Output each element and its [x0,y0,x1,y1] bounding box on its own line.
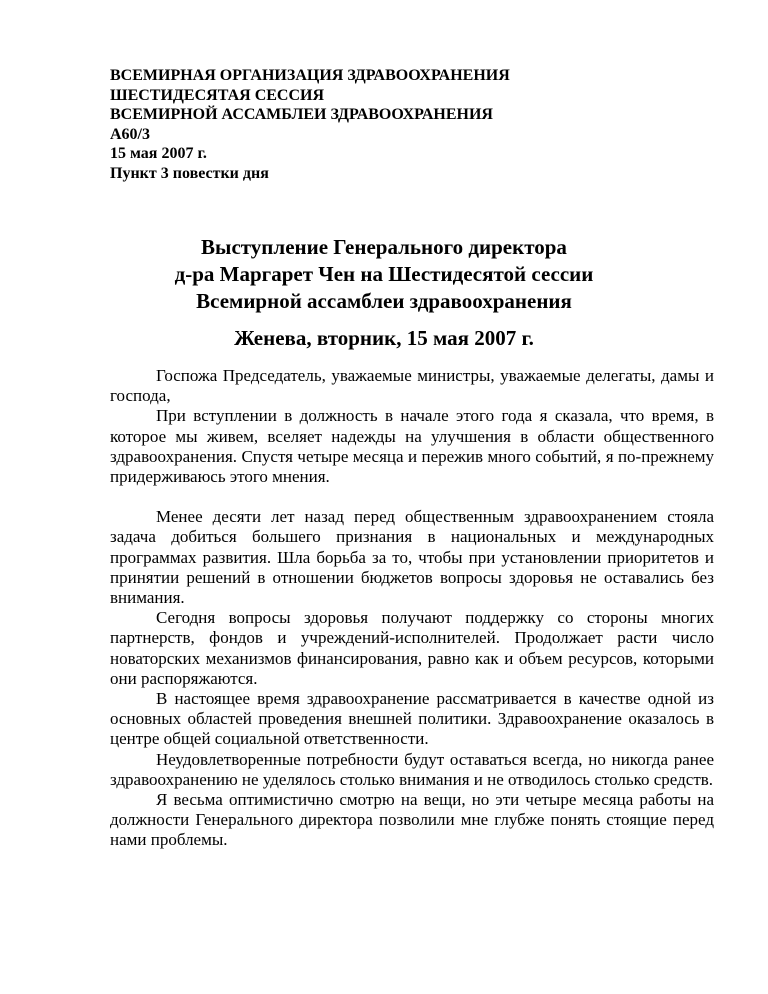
org-name: ВСЕМИРНАЯ ОРГАНИЗАЦИЯ ЗДРАВООХРАНЕНИЯ [110,67,510,84]
agenda-item: Пункт 3 повестки дня [110,164,269,182]
paragraph: В настоящее время здравоохранение рассматривается в качестве одной из основных областей проведения внешней политики. Здравоохранение оказалось в центре общей социальной ответственности. [110,689,714,749]
assembly-name: ВСЕМИРНОЙ АССАМБЛЕИ ЗДРАВООХРАНЕНИЯ [110,106,493,123]
speech-title [84,234,684,315]
title-line-1: Выступление Генерального директора [201,235,567,259]
paragraph: При вступлении в должность в начале этого года я сказала, что время, в которое мы живем, вселяет надежды на улучшения в области общественного здравоохранения. Спустя четыре месяца и пережив много событий, я по-прежнему придерживаюсь этого мнения. [110,406,714,487]
session-name: ШЕСТИДЕСЯТАЯ СЕССИЯ [110,86,325,104]
paragraph: Менее десяти лет назад перед общественным здравоохранением стояла задача добиться большего признания в национальных и международных программах развития. Шла борьба за то, чтобы при установлении приоритетов и принятии решений в отношении бюджетов вопросы здоровья не оставались без внимания. [110,507,714,608]
document-date: 15 мая 2007 г. [110,145,207,162]
paragraph: Госпожа Председатель, уважаемые министры, уважаемые делегаты, дамы и господа, [110,366,714,406]
document-number: А60/3 [110,125,150,143]
paragraph: Я весьма оптимистично смотрю на вещи, но эти четыре месяца работы на должности Генерального директора позволили мне глубже понять стоящие перед нами проблемы. [110,790,714,850]
title-line-2: д-ра Маргарет Чен на Шестидесятой сессии [174,262,594,286]
document-header [110,66,670,183]
paragraph: Сегодня вопросы здоровья получают поддержку со стороны многих партнерств, фондов и учреждений-исполнителей. Продолжает расти число новаторских механизмов финансирования, равно как и объем ресурсов, которыми они распоряжаются. [110,608,714,688]
speech-body [110,366,714,851]
speech-location-date: Женева, вторник, 15 мая 2007 г. [234,326,534,350]
title-line-3: Всемирной ассамблеи здравоохранения [196,289,572,313]
paragraph: Неудовлетворенные потребности будут оставаться всегда, но никогда ранее здравоохранению не уделялось столько внимания и не отводилось столько средств. [110,749,714,789]
